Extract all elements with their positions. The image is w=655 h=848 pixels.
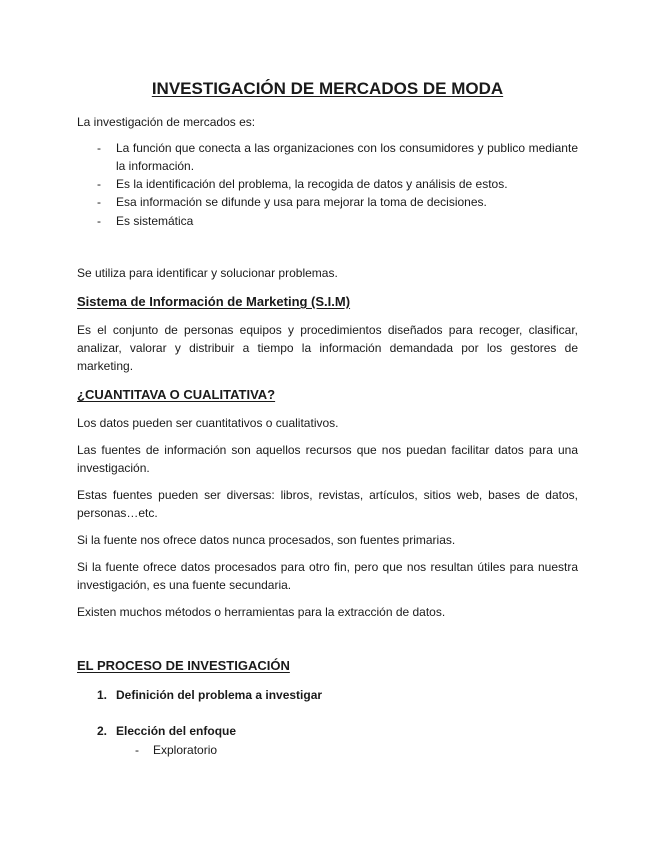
sub-item xyxy=(135,741,217,759)
page-title: INVESTIGACIÓN DE MERCADOS DE MODA xyxy=(151,79,504,98)
section-heading-quant: ¿CUANTITAVA O CUALITATIVA? xyxy=(77,387,276,402)
sim-paragraph: Es el conjunto de personas equipos y procedimientos diseñados para recoger, clasificar, analizar, valorar y distribuir a tiempo la información demandada por los gestores de marketing. xyxy=(77,323,578,373)
section-heading-process: EL PROCESO DE INVESTIGACIÓN xyxy=(77,658,290,673)
bullet-item xyxy=(97,212,578,230)
usage-paragraph: Se utiliza para identificar y solucionar problemas. xyxy=(77,266,338,280)
step-number: 2. xyxy=(97,724,108,738)
quant-paragraph: Existen muchos métodos o herramientas para la extracción de datos. xyxy=(77,605,446,619)
bullet-item xyxy=(97,193,578,211)
process-step xyxy=(97,722,236,740)
bullet-text: La función que conecta a las organizaciones con los consumidores y publico mediante la información. xyxy=(116,141,578,173)
bullet-marker: - xyxy=(97,177,101,191)
bullet-marker: - xyxy=(135,743,139,757)
step-number: 1. xyxy=(97,688,108,702)
bullet-marker: - xyxy=(97,141,101,155)
bullet-marker: - xyxy=(97,195,101,209)
bullet-item xyxy=(97,175,578,193)
step-label: Elección del enfoque xyxy=(116,724,237,738)
quant-paragraph: Las fuentes de información son aquellos recursos que nos puedan facilitar datos para una investigación. xyxy=(77,443,578,475)
quant-paragraph: Estas fuentes pueden ser diversas: libros, revistas, artículos, sitios web, bases de datos, personas…etc. xyxy=(77,488,578,520)
section-heading-sim: Sistema de Información de Marketing (S.I.M) xyxy=(77,294,351,309)
bullet-text: Es sistemática xyxy=(116,214,194,228)
sub-item-text: Exploratorio xyxy=(153,743,218,757)
process-step xyxy=(97,686,322,704)
quant-paragraph: Si la fuente ofrece datos procesados para otro fin, pero que nos resultan útiles para nuestra investigación, es una fuente secundaria. xyxy=(77,560,578,592)
bullet-marker: - xyxy=(97,214,101,228)
bullet-text: Es la identificación del problema, la recogida de datos y análisis de estos. xyxy=(116,177,508,191)
quant-paragraph: Los datos pueden ser cuantitativos o cualitativos. xyxy=(77,416,339,430)
bullet-text: Esa información se difunde y usa para mejorar la toma de decisiones. xyxy=(116,195,487,209)
quant-paragraph: Si la fuente nos ofrece datos nunca procesados, son fuentes primarias. xyxy=(77,533,456,547)
intro-paragraph: La investigación de mercados es: xyxy=(77,115,256,129)
step-label: Definición del problema a investigar xyxy=(116,688,323,702)
bullet-item xyxy=(97,139,578,175)
